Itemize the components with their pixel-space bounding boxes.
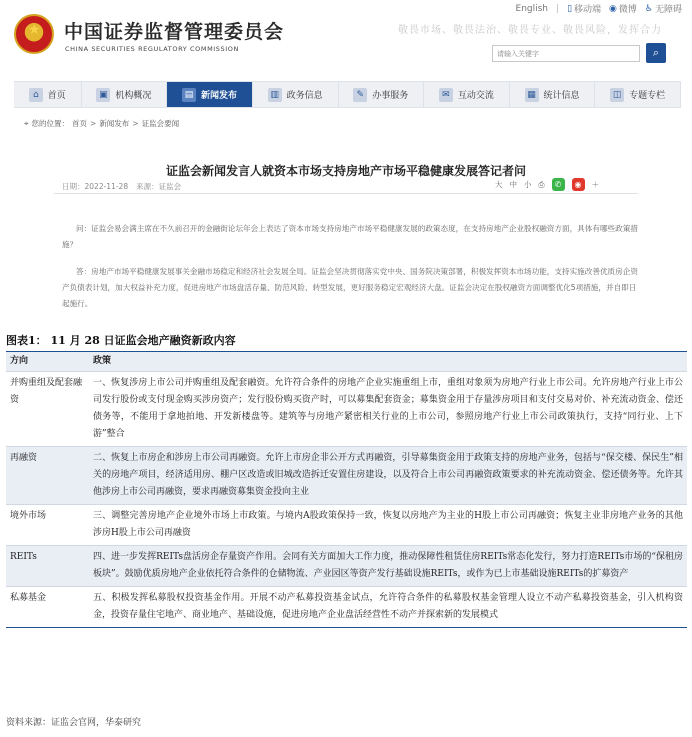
cell-policy: 五、积极发挥私募股权投资基金作用。开展不动产私募投资基金试点，允许符合条件的私募股权基金管理人设立不动产私募投资基金，引入机构资金，投资存量住宅地产、商业地产、基础设施，促进房地产企业盘活经营性不动产并探索新的发展模式 — [93, 593, 683, 620]
table-row — [6, 371, 687, 446]
cell-direction: 再融资 — [10, 453, 38, 463]
accessibility-icon: ♿ — [644, 3, 653, 14]
news-icon: ▤ — [182, 88, 196, 102]
nav-item-0[interactable] — [14, 82, 82, 107]
table-caption: 图表1： 11 月 28 日证监会地产融资新政内容 — [6, 334, 236, 347]
weibo-share-icon[interactable]: ◉ — [572, 178, 585, 191]
search-button[interactable] — [646, 43, 666, 63]
top-links: English | ▯ 移动端 ◉ 微博 ♿ 无障碍 — [515, 3, 682, 15]
breadcrumb-prefix: 您的位置： — [31, 119, 70, 128]
weibo-icon: ◉ — [609, 3, 617, 14]
slogan: 敬畏市场、敬畏法治、敬畏专业、敬畏风险，发挥合力 — [398, 25, 662, 36]
top-link-weibo[interactable]: ◉ 微博 — [609, 3, 637, 15]
breadcrumb: ⌖ 您的位置： 首页 > 新闻发布 > 证监会要闻 — [24, 118, 180, 128]
font-size-large[interactable]: 大 — [495, 180, 503, 189]
table-row — [6, 586, 687, 627]
service-icon: ✎ — [353, 88, 367, 102]
font-size-medium[interactable]: 中 — [509, 180, 517, 189]
source-note: 资料来源：证监会官网，华泰研究 — [6, 718, 142, 728]
header-direction: 方向 — [10, 356, 29, 366]
topic-icon: ◫ — [610, 88, 624, 102]
nav-label: 首页 — [47, 91, 66, 101]
building-icon: ▣ — [96, 88, 110, 102]
wechat-share-icon[interactable]: ✆ — [552, 178, 565, 191]
nav-item-5[interactable] — [424, 82, 510, 107]
article-paragraph-answer: 答：房地产市场平稳健康发展事关金融市场稳定和经济社会发展全局。证监会坚决贯彻落实党中央、国务院决策部署，积极发挥资本市场功能，支持实施改善优质房企资产负债表计划，加大权益补充力度，促进房地产市场盘活存量、防范风险、转型发展，更好服务稳定宏观经济大盘。证监会决定在股权融资方面调整优化5项措施，并自即日起施行。 — [62, 267, 638, 308]
nav-label: 机构概况 — [115, 91, 152, 101]
org-name-cn: 中国证券监督管理委员会 — [64, 21, 285, 43]
header-policy: 政策 — [93, 356, 112, 366]
cell-direction: 私募基金 — [10, 593, 47, 603]
nav-item-4[interactable] — [339, 82, 425, 107]
article-paragraph-question: 问：证监会易会满主席在不久前召开的金融街论坛年会上表达了资本市场支持房地产市场平稳健康发展的政策态度，在支持房地产企业股权融资方面，具体有哪些政策措施？ — [62, 224, 638, 249]
national-emblem-logo — [14, 14, 54, 54]
cell-direction: 境外市场 — [10, 511, 47, 521]
mobile-icon: ▯ — [567, 3, 573, 14]
article-date: 日期：2022-11-28 — [62, 182, 129, 191]
cell-direction: 并购重组及配套融资 — [10, 378, 83, 405]
breadcrumb-csrc-news[interactable]: 证监会要闻 — [141, 119, 180, 128]
main-nav — [14, 81, 681, 108]
breadcrumb-news[interactable]: 新闻发布 — [99, 119, 130, 128]
top-link-english[interactable]: English — [515, 3, 549, 14]
nav-item-7[interactable] — [595, 82, 681, 107]
cell-direction: REITs — [10, 552, 37, 562]
nav-label: 政务信息 — [286, 91, 323, 101]
top-link-mobile[interactable]: ▯ 移动端 — [567, 3, 602, 15]
nav-item-2[interactable] — [167, 82, 253, 107]
table-row — [6, 504, 687, 545]
more-share-icon[interactable]: ＋ — [591, 180, 599, 189]
cell-policy: 四、进一步发挥REITs盘活房企存量资产作用。会同有关方面加大工作力度，推动保障性租赁住房REITs常态化发行，努力打造REITs市场的“保租房板块”。鼓励优质房地产企业依托符合条件的仓储物流、产业园区等资产发行基础设施REITs，或作为已上市基础设施REITs的扩募资产 — [93, 552, 683, 579]
chart-icon: ▦ — [525, 88, 539, 102]
nav-label: 互动交流 — [457, 91, 494, 101]
location-pin-icon: ⌖ — [24, 118, 29, 128]
search-input[interactable]: 请输入关键字 — [492, 45, 640, 62]
article-source: 来源：证监会 — [136, 182, 182, 191]
org-name-en: CHINA SECURITIES REGULATORY COMMISSION — [65, 45, 239, 53]
title-divider — [54, 193, 638, 194]
cell-policy: 三、调整完善房地产企业境外市场上市政策。与境内A股政策保持一致，恢复以房地产为主业的H股上市公司再融资；恢复主业非房地产业务的其他涉房H股上市公司再融资 — [93, 511, 683, 538]
nav-item-3[interactable] — [253, 82, 339, 107]
table-header-row — [6, 352, 687, 371]
article-title: 证监会新闻发言人就资本市场支持房地产市场平稳健康发展答记者问 — [165, 164, 526, 178]
nav-label: 专题专栏 — [629, 91, 666, 101]
policy-table — [6, 351, 687, 628]
nav-label: 统计信息 — [543, 91, 580, 101]
cell-policy: 二、恢复上市房企和涉房上市公司再融资。允许上市房企非公开方式再融资，引导募集资金用于政策支持的房地产业务，包括与“保交楼、保民生”相关的房地产项目，经济适用房、棚户区改造或旧城改造拆迁安置住房建设，以及符合上市公司再融资政策要求的补充流动资金、偿还债务等。允许其他涉房上市公司再融资，要求再融资募集资金投向主业 — [93, 453, 683, 497]
document-icon: ▥ — [268, 88, 282, 102]
print-icon[interactable]: ⎙ — [538, 179, 545, 189]
website-screenshot — [0, 0, 692, 324]
top-link-accessibility[interactable]: ♿ 无障碍 — [644, 3, 682, 15]
nav-label: 办事服务 — [372, 91, 409, 101]
cell-policy: 一、恢复涉房上市公司并购重组及配套融资。允许符合条件的房地产企业实施重组上市，重组对象须为房地产行业上市公司。允许房地产行业上市公司发行股份或支付现金购买涉房资产；发行股份购买资产时，可以募集配套资金；募集资金用于存量涉房项目和支付交易对价、补充流动资金、偿还债务等，不能用于拿地拍地、开发新楼盘等。建筑等与房地产紧密相关行业的上市公司，参照房地产行业上市公司政策执行，支持“同行业、上下游”整合 — [93, 378, 683, 439]
home-icon: ⌂ — [29, 88, 43, 102]
article-tools — [495, 178, 599, 191]
nav-item-6[interactable] — [510, 82, 596, 107]
chat-icon: ✉ — [439, 88, 453, 102]
nav-label: 新闻发布 — [201, 91, 238, 101]
table-row — [6, 446, 687, 504]
nav-item-1[interactable] — [82, 82, 168, 107]
article-meta — [62, 181, 181, 192]
table-row — [6, 545, 687, 586]
search-icon: ⌕ — [652, 46, 660, 59]
font-size-small[interactable]: 小 — [524, 180, 532, 189]
breadcrumb-home[interactable]: 首页 — [72, 119, 88, 128]
